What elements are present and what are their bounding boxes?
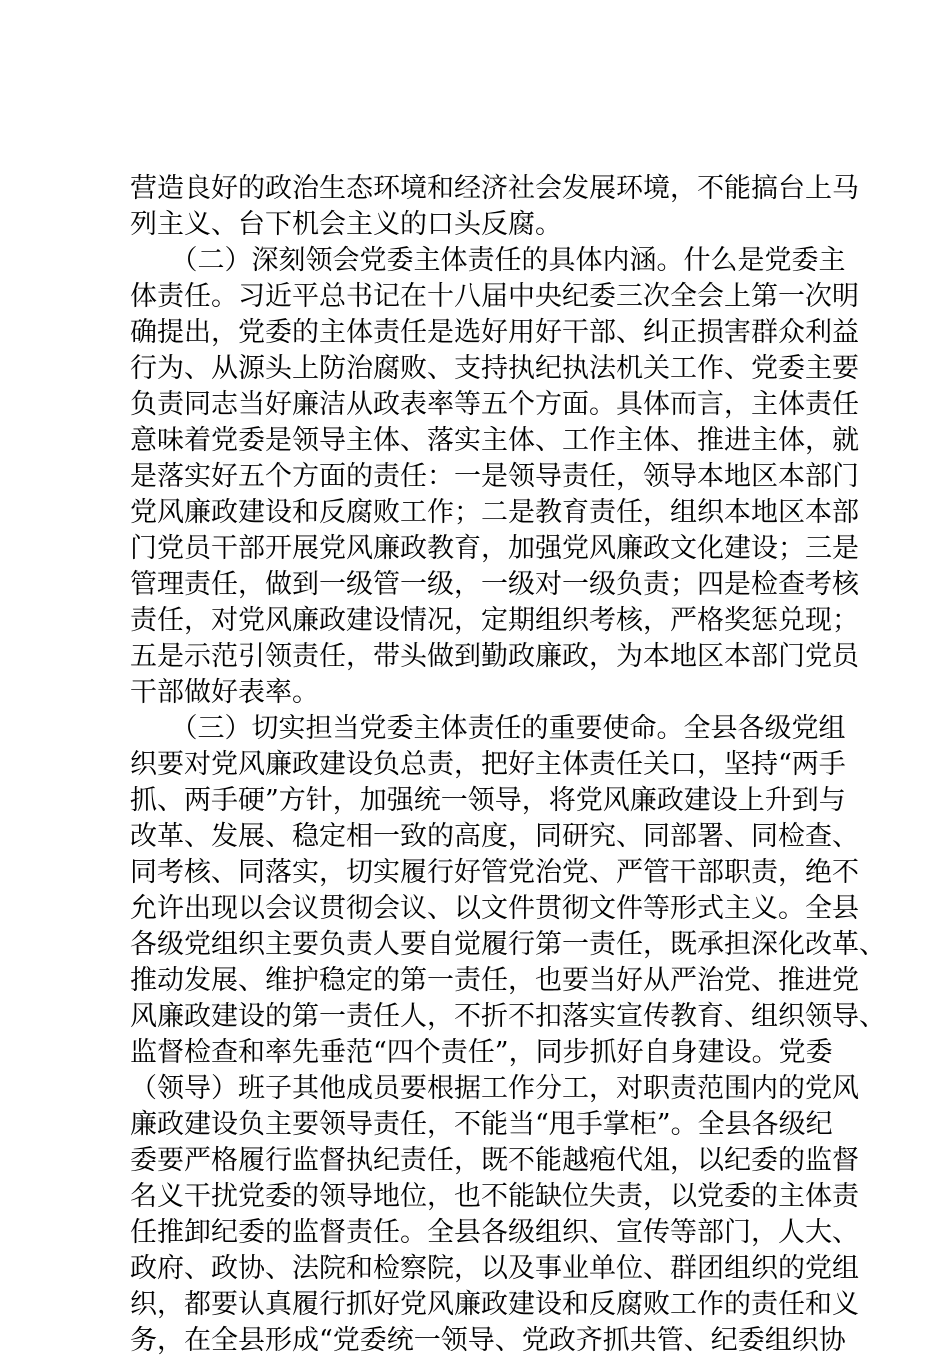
body-text-line: 负责同志当好廉洁从政表率等五个方面。具体而言，主体责任 [130,389,859,420]
body-text-line: 营造良好的政治生态环境和经济社会发展环境，不能搞台上马 [130,173,859,204]
body-text-line: 五是示范引领责任，带头做到勤政廉政，为本地区本部门党员 [130,641,859,672]
body-text-line: （三）切实担当党委主体责任的重要使命。全县各级党组 [130,713,846,744]
body-text-line: （领导）班子其他成员要根据工作分工，对职责范围内的党风 [130,1073,859,1104]
body-text-line: 织要对党风廉政建设负总责，把好主体责任关口，坚持“两手 [130,749,846,780]
body-text-line: 意味着党委是领导主体、落实主体、工作主体、推进主体，就 [130,425,859,456]
body-text-line: 是落实好五个方面的责任：一是领导责任，领导本地区本部门 [130,461,859,492]
body-text-line: 干部做好表率。 [130,677,319,708]
body-text-line: 同考核、同落实，切实履行好管党治党、严管干部职责，绝不 [130,857,859,888]
body-text-line: 各级党组织主要负责人要自觉履行第一责任，既承担深化改革、 [130,929,886,960]
body-text-line: 责任，对党风廉政建设情况，定期组织考核，严格奖惩兑现； [130,605,859,636]
body-text-line: 任推卸纪委的监督责任。全县各级组织、宣传等部门，人大、 [130,1217,859,1248]
body-text-line: 允许出现以会议贯彻会议、以文件贯彻文件等形式主义。全县 [130,893,859,924]
body-text-line: 党风廉政建设和反腐败工作；二是教育责任，组织本地区本部 [130,497,859,528]
body-text-line: 行为、从源头上防治腐败、支持执纪执法机关工作、党委主要 [130,353,859,384]
body-text-line: 推动发展、维护稳定的第一责任，也要当好从严治党、推进党 [130,965,859,996]
body-text-line: 列主义、台下机会主义的口头反腐。 [130,209,562,240]
body-text-line: 门党员干部开展党风廉政教育，加强党风廉政文化建设；三是 [130,533,859,564]
body-text-line: 廉政建设负主要领导责任，不能当“甩手掌柜”。全县各级纪 [130,1109,833,1140]
body-text-line: 风廉政建设的第一责任人，不折不扣落实宣传教育、组织领导、 [130,1001,886,1032]
body-text-line: 织，都要认真履行抓好党风廉政建设和反腐败工作的责任和义 [130,1289,859,1320]
body-text-line: 委要严格履行监督执纪责任，既不能越疱代俎，以纪委的监督 [130,1145,859,1176]
body-text-line: 确提出，党委的主体责任是选好用好干部、纠正损害群众利益 [130,317,859,348]
body-text-line: 名义干扰党委的领导地位，也不能缺位失责，以党委的主体责 [130,1181,859,1212]
body-text-line: 抓、两手硬”方针，加强统一领导，将党风廉政建设上升到与 [130,785,846,816]
body-text-line: （二）深刻领会党委主体责任的具体内涵。什么是党委主 [130,245,846,276]
body-text-line: 政府、政协、法院和检察院，以及事业单位、群团组织的党组 [130,1253,859,1284]
body-text-line: 监督检查和率先垂范“四个责任”，同步抓好自身建设。党委 [130,1037,833,1068]
body-text-line: 改革、发展、稳定相一致的高度，同研究、同部署、同检查、 [130,821,859,852]
body-text-line: 务，在全县形成“党委统一领导、党政齐抓共管、纪委组织协 [130,1325,846,1356]
body-text-line: 管理责任，做到一级管一级，一级对一级负责；四是检查考核 [130,569,859,600]
body-text-line: 体责任。习近平总书记在十八届中央纪委三次全会上第一次明 [130,281,859,312]
